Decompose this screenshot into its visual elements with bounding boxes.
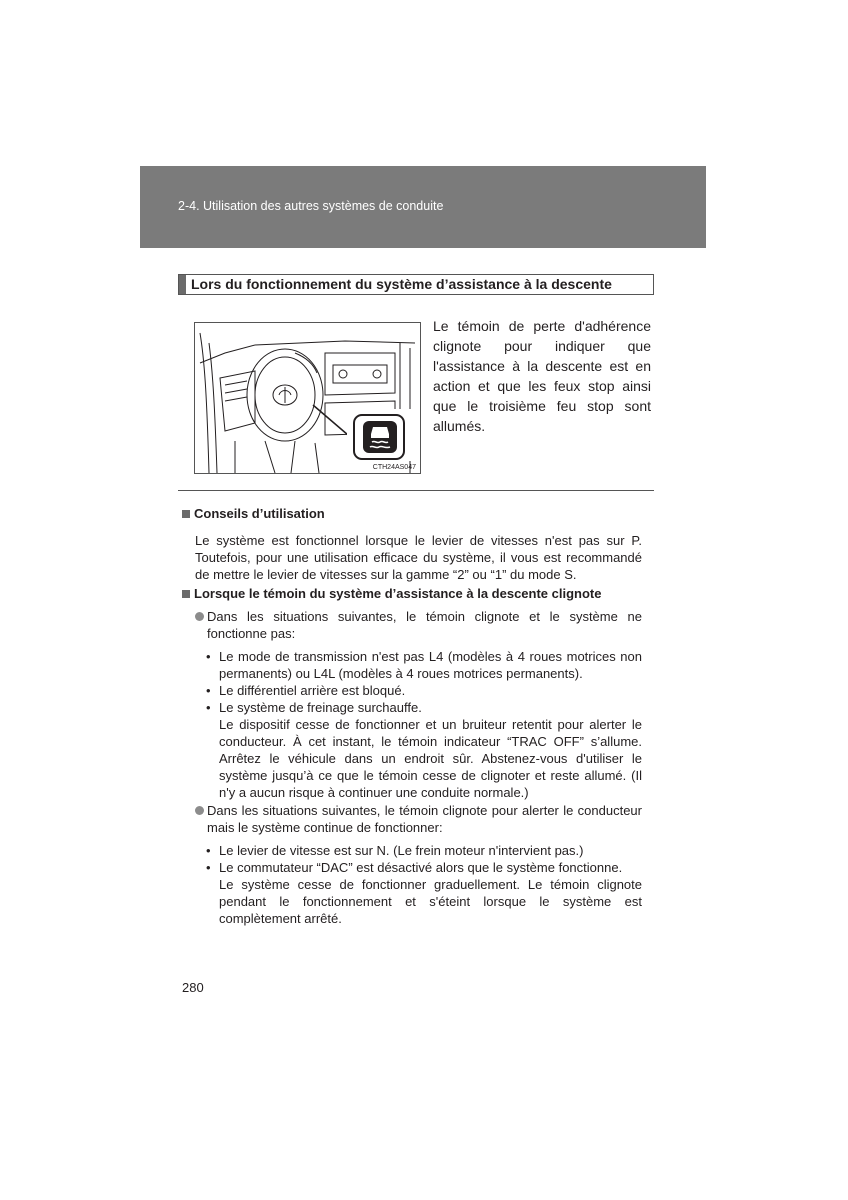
case2-intro: Dans les situations suivantes, le témoin clignote pour alerter le conducteur mais le système continue de fonctionner: (195, 802, 642, 836)
list-item-detail: Le système cesse de fonctionner graduellement. Le témoin clignote pendant le fonctionnement et s'éteint lorsque le système est complètement arrêté. (219, 877, 642, 926)
conseils-section (182, 505, 642, 583)
header-section-label: 2-4. Utilisation des autres systèmes de conduite (178, 199, 444, 213)
list-item: • Le mode de transmission n'est pas L4 (modèles à 4 roues motrices non permanents) ou L4L (modèles à 4 roues motrices permanents). (206, 649, 642, 681)
dashboard-drawing (195, 323, 421, 474)
section-title: Lors du fonctionnement du système d’assistance à la descente (191, 276, 612, 292)
intro-text: Le témoin de perte d'adhérence clignote pour indiquer que l'assistance à la descente est en action et que les feux stop ainsi que le troisième feu stop sont allumés. (433, 318, 651, 434)
case2-list (206, 842, 642, 927)
square-bullet-icon (182, 590, 190, 598)
header-band (140, 166, 706, 248)
section-title-marker (179, 275, 186, 294)
list-item-detail: Le dispositif cesse de fonctionner et un bruiteur retentit pour alerter le conducteur. À cet instant, le témoin indicateur “TRAC OFF” s’allume. Arrêtez le véhicule dans un endroit sûr. Abstenez-vous d'utiliser le système jusqu’à ce que le témoin cesse de clignoter et reste allumé. (Il n'y a aucun risque à continuer une conduite normale.) (219, 717, 642, 800)
conseils-text: Le système est fonctionnel lorsque le levier de vitesses n'est pas sur P. Toutefois, pour une utilisation efficace du système, il vous est recommandé de mettre le levier de vitesses sur la gamme “2” ou “1” du mode S. (195, 533, 642, 582)
clignote-section (182, 585, 642, 927)
conseils-heading: Conseils d’utilisation (182, 505, 642, 522)
case1-list (206, 648, 642, 801)
case1-intro: Dans les situations suivantes, le témoin clignote et le système ne fonctionne pas: (195, 608, 642, 642)
square-bullet-icon (182, 510, 190, 518)
section-divider (178, 490, 654, 491)
list-item: • Le levier de vitesse est sur N. (Le frein moteur n'intervient pas.) (206, 843, 584, 858)
dashboard-illustration (194, 322, 421, 474)
clignote-heading: Lorsque le témoin du système d’assistance à la descente clignote (182, 585, 642, 602)
illustration-code: CTH24AS047 (372, 464, 416, 471)
list-item: • Le commutateur “DAC” est désactivé alors que le système fonctionne. (206, 860, 623, 875)
page-number: 280 (182, 980, 204, 995)
section-title-box (178, 274, 654, 295)
circle-bullet-icon (195, 806, 204, 815)
circle-bullet-icon (195, 612, 204, 621)
list-item: • Le différentiel arrière est bloqué. (206, 683, 406, 698)
list-item: • Le système de freinage surchauffe. (206, 700, 422, 715)
slip-indicator-icon (347, 409, 411, 461)
